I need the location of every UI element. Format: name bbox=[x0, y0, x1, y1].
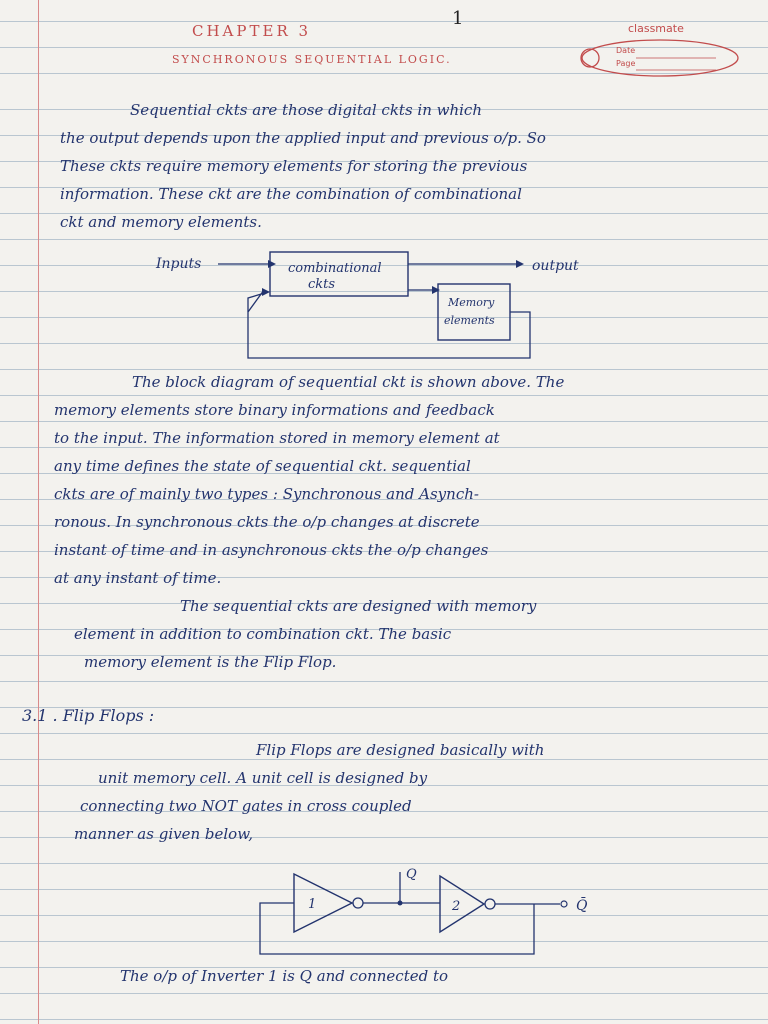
text-line: memory element is the Flip Flop. bbox=[84, 653, 337, 671]
date-label: Date bbox=[616, 46, 636, 55]
text-line: unit memory cell. A unit cell is designed by bbox=[98, 769, 428, 787]
page-label: Page bbox=[616, 59, 636, 68]
memory-label: Memory bbox=[448, 296, 495, 309]
text-line: ckts are of mainly two types : Synchronous and Asynch- bbox=[54, 485, 479, 503]
text-line: at any instant of time. bbox=[54, 569, 222, 587]
text-line: manner as given below, bbox=[74, 825, 254, 843]
flipflop-paragraph bbox=[60, 736, 760, 848]
inputs-label: Inputs bbox=[156, 256, 202, 272]
text-line: the output depends upon the applied input and previous o/p. So bbox=[60, 129, 546, 147]
chapter-title: CHAPTER 3 bbox=[192, 22, 312, 40]
gate1-label: 1 bbox=[308, 897, 317, 912]
text-line: The sequential ckts are designed with memory bbox=[180, 597, 537, 615]
sequential-block-diagram bbox=[140, 242, 610, 372]
footer-paragraph bbox=[60, 962, 760, 990]
q-label: Q bbox=[406, 867, 417, 882]
memory-block bbox=[438, 284, 510, 340]
text-line: These ckts require memory elements for storing the previous bbox=[60, 157, 528, 175]
intro-paragraph bbox=[60, 96, 760, 236]
section-heading: 3.1 . Flip Flops : bbox=[22, 706, 155, 725]
text-line: any time defines the state of sequential ckt. sequential bbox=[54, 457, 471, 475]
combinational-label: combinational bbox=[288, 261, 382, 276]
text-line: The o/p of Inverter 1 is Q and connected to bbox=[120, 967, 449, 985]
text-line: memory elements store binary informations and feedback bbox=[54, 401, 495, 419]
inverter-1 bbox=[294, 874, 352, 932]
gate2-label: 2 bbox=[452, 899, 461, 914]
cross-coupled-inverter-diagram bbox=[250, 862, 610, 962]
output-label: output bbox=[532, 258, 579, 274]
ckts-label: ckts bbox=[308, 277, 336, 292]
text-line: ckt and memory elements. bbox=[60, 213, 262, 231]
text-line: connecting two NOT gates in cross coupled bbox=[80, 797, 412, 815]
brand-name: classmate bbox=[628, 22, 684, 35]
page-number: 1 bbox=[452, 8, 464, 29]
text-line: instant of time and in asynchronous ckts the o/p changes bbox=[54, 541, 489, 559]
qbar-label: Q̄ bbox=[576, 898, 588, 914]
text-line: information. These ckt are the combination of combinational bbox=[60, 185, 522, 203]
elements-label: elements bbox=[444, 314, 495, 327]
body-paragraph bbox=[54, 368, 760, 676]
notebook-brand-box bbox=[576, 22, 744, 82]
text-line: Sequential ckts are those digital ckts in which bbox=[130, 101, 482, 119]
text-line: element in addition to combination ckt. The basic bbox=[74, 625, 452, 643]
text-line: Flip Flops are designed basically with bbox=[256, 741, 545, 759]
chapter-subtitle: SYNCHRONOUS SEQUENTIAL LOGIC. bbox=[172, 53, 452, 66]
text-line: The block diagram of sequential ckt is shown above. The bbox=[132, 373, 565, 391]
text-line: to the input. The information stored in memory element at bbox=[54, 429, 500, 447]
inverter-2 bbox=[440, 876, 484, 932]
text-line: ronous. In synchronous ckts the o/p changes at discrete bbox=[54, 513, 480, 531]
